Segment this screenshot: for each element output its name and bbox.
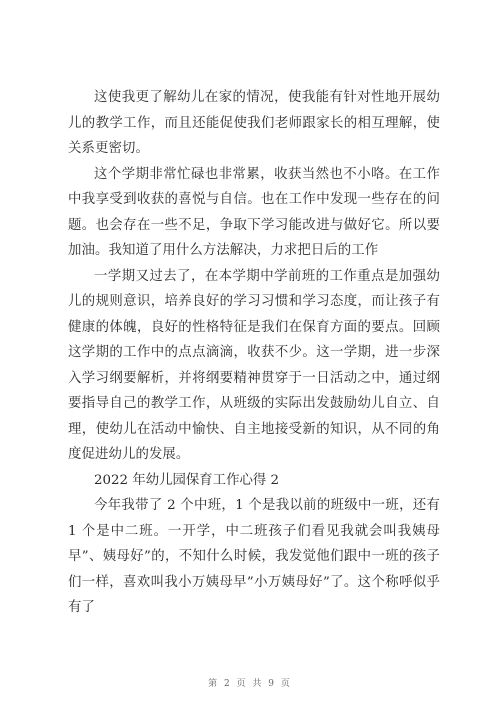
section-heading: 2022 年幼儿园保育工作心得 2 (94, 472, 280, 488)
page-number-footer: 第 2 页 共 9 页 (208, 679, 292, 689)
document-body (68, 85, 440, 621)
paragraph: 今年我带了 2 个中班，1 个是我以前的班级中一班，还有 1 个是中二班。一开学，中二班孩子们看见我就会叫我姨母早”、姨母好”的，不知什么时候，我发觉他们跟中一班的孩子们一样，喜欢叫我小万姨母早”小万姨母好”了。这个称呼似乎有了 (68, 498, 440, 615)
paragraph: 这个学期非常忙碌也非常累，收获当然也不小咯。在工作中我享受到收获的喜悦与自信。也在工作中发现一些存在的问题。也会存在一些不足，争取下学习能改进与做好它。所以要加油。我知道了用什么方法解决，力求把日后的工作 (68, 166, 440, 258)
paragraph: 这使我更了解幼儿在家的情况，使我能有针对性地开展幼儿的教学工作，而且还能促使我们老师跟家长的相互理解，使关系更密切。 (68, 90, 440, 156)
paragraph: 一学期又过去了，在本学期中学前班的工作重点是加强幼儿的规则意识，培养良好的学习习惯和学习态度，而让孩子有健康的体魄，良好的性格特征是我们在保育方面的要点。回顾这学期的工作中的点点滴滴，收获不少。这一学期，进一步深入学习纲要解析，并将纲要精神贯穿于一日活动之中，通过纲要指导自己的教学工作，从班级的实际出发鼓励幼儿自立、自理，使幼儿在活动中愉快、自主地接受新的知识，从不同的角度促进幼儿的发展。 (68, 268, 440, 462)
